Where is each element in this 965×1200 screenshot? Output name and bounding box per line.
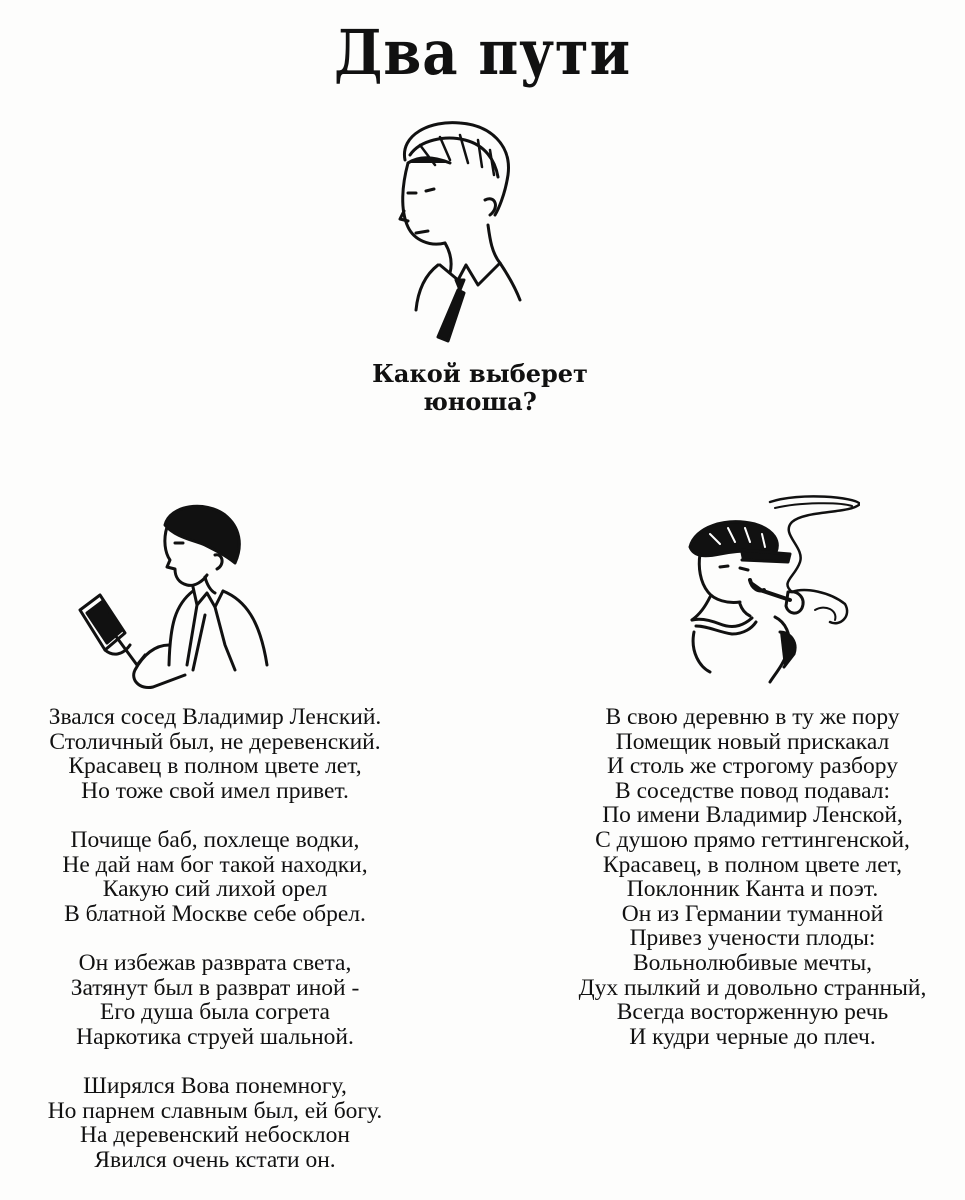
illustration-caption	[330, 360, 630, 416]
poem-left-stanza-2	[0, 828, 430, 926]
poem-line: Ширялся Вова понемногу,	[83, 1072, 347, 1099]
poem-line: Затянут был в разврат иной -	[70, 974, 360, 1001]
poem-line: И столь же строгому разбору	[607, 753, 898, 780]
page-title: Два пути	[334, 16, 631, 89]
poem-line: Какую сий лихой орел	[102, 876, 328, 903]
poem-line: Почище баб, похлеще водки,	[70, 826, 360, 853]
poem-line: По имени Владимир Ленской,	[602, 802, 903, 829]
poem-line: Не дай нам бог такой находки,	[62, 851, 368, 878]
poem-line: Его душа была согрета	[100, 999, 330, 1026]
poem-line: Но тоже свой имел привет.	[81, 777, 349, 804]
poem-left	[0, 705, 430, 1172]
poem-line: В блатной Москве себе обрел.	[64, 900, 366, 927]
caption-line-2: юноша?	[423, 387, 537, 416]
poem-line: Он избежав разврата света,	[78, 949, 352, 976]
poem-left-stanza-1	[0, 705, 430, 803]
young-man-smoking-illustration	[680, 492, 860, 692]
poem-line: Дух пылкий и довольно странный,	[578, 974, 927, 1001]
poem-left-stanza-4	[0, 1074, 430, 1172]
poem-line: Наркотика струей шальной.	[76, 1023, 354, 1050]
poem-line: Всегда восторженную речь	[616, 999, 889, 1026]
caption-line-1: Какой выберет	[372, 359, 588, 388]
poem-line: В соседстве повод подавал:	[615, 777, 890, 804]
poem-line: Привез учености плоды:	[629, 925, 876, 952]
poem-line: На деревенский небосклон	[80, 1122, 350, 1149]
poem-line: Но парнем славным был, ей богу.	[47, 1097, 383, 1124]
poem-line: Вольнолюбивые мечты,	[632, 949, 873, 976]
poem-line: И кудри черные до плеч.	[629, 1023, 876, 1050]
poem-line: Звался сосед Владимир Ленский.	[48, 704, 382, 730]
poem-line: Помещик новый прискакал	[615, 728, 890, 755]
poem-line: Столичный был, не деревенский.	[49, 728, 381, 755]
poem-line: Поклонник Канта и поэт.	[626, 876, 879, 903]
youth-portrait-illustration	[390, 115, 525, 345]
poem-line: Красавец, в полном цвете лет,	[602, 851, 903, 878]
poem-line: Он из Германии туманной	[621, 900, 884, 927]
poem-left-stanza-3	[0, 951, 430, 1049]
young-man-reading-illustration	[75, 495, 275, 695]
poem-line: Красавец в полном цвете лет,	[68, 753, 362, 780]
poem-right	[540, 705, 965, 1049]
poem-line: В свою деревню в ту же пору	[605, 704, 900, 730]
poem-line: Явился очень кстати он.	[94, 1146, 336, 1173]
poem-line: С душою прямо геттингенской,	[595, 826, 910, 853]
